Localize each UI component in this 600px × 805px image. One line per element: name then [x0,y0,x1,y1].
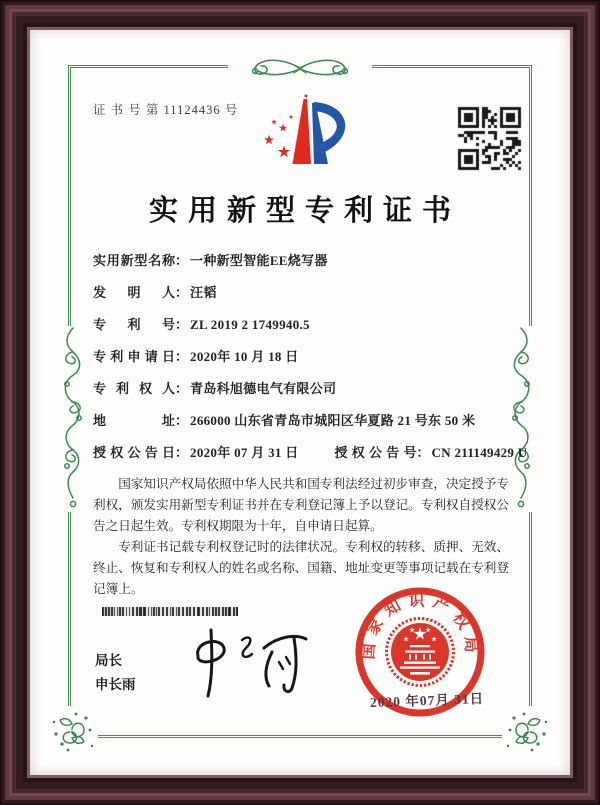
field-label: 授权公告日 [93,445,175,460]
bottom-right-floral-ornament [502,706,554,754]
field-value: 2020年 07 月 31 日 [190,445,299,460]
field-label: 发明人 [93,285,175,300]
field-value: 2020年 10 月 18 日 [190,349,299,364]
seal-ring-text: 国家知识产权局 [360,592,480,661]
barcode [102,607,238,616]
certificate-title: 实用新型专利证书 [148,195,461,227]
seal-date: 2020 年07月 31日 [369,691,485,710]
field-label: 实用新型名称 [93,253,175,268]
field-row-filing-date: 专利申请日： 2020年 10 月 18 日 [93,346,513,365]
bottom-left-floral-ornament [46,706,98,754]
left-scroll-ornament [56,326,90,512]
field-row-address: 地址： 266000 山东省青岛市城阳区华夏路 21 号东 50 米 [93,410,513,429]
field-row-patent-no: 专利号： ZL 2019 2 1749940.5 [93,314,513,333]
field-value: 266000 山东省青岛市城阳区华夏路 21 号东 50 米 [190,413,476,428]
field-label: 地址 [93,413,175,428]
certificate-number: 证 书 号 第 11124436 号 [93,103,239,117]
field-row-inventor: 发明人： 汪韬 [93,282,513,301]
field-value: 青岛科旭德电气有限公司 [190,381,337,396]
field-label: 专利权人 [93,381,175,396]
field-value: CN 211149429 U [431,445,528,460]
shen-changyu-signature [180,626,315,701]
field-label: 专利申请日 [93,349,175,364]
field-value: 汪韬 [190,285,217,300]
director-title: 局长 [95,653,122,668]
field-label: 授权公告号 [334,445,417,460]
qr-code [457,106,523,172]
cnipa-patent-logo-icon [250,90,360,178]
field-value: ZL 2019 2 1749940.5 [190,317,310,332]
director-name: 申长雨 [95,677,136,692]
certificate-paper [30,30,570,775]
field-row-patentee: 专利权人： 青岛科旭德电气有限公司 [93,378,513,397]
legal-paragraph-2: 专利证书记载专利权登记时的法律状况。专利权的转移、质押、无效、终止、恢复和专利权人的姓名或名称、国籍、地址变更等事项记载在专利登记簿上。 [93,540,509,596]
director-block [95,649,136,697]
field-value: 一种新型智能EE烧写器 [190,253,328,268]
cnipa-official-seal [340,580,500,740]
field-label: 专利号 [93,317,175,332]
legal-paragraph-1: 国家知识产权局依照中华人民共和国专利法经过初步审查，决定授予专利权，颁发实用新型专利证书并在专利登记簿上予以登记。专利权自授权公告之日起生效。专利权期限为十年，自申请日起算。 [93,477,509,533]
top-flourish-ornament [228,54,372,84]
field-row-name: 实用新型名称： 一种新型智能EE烧写器 [93,250,513,269]
field-row-grant: 授权公告日： 2020年 07 月 31 日 授权公告号： CN 211149429 U [93,442,513,461]
patent-fields [93,250,528,474]
